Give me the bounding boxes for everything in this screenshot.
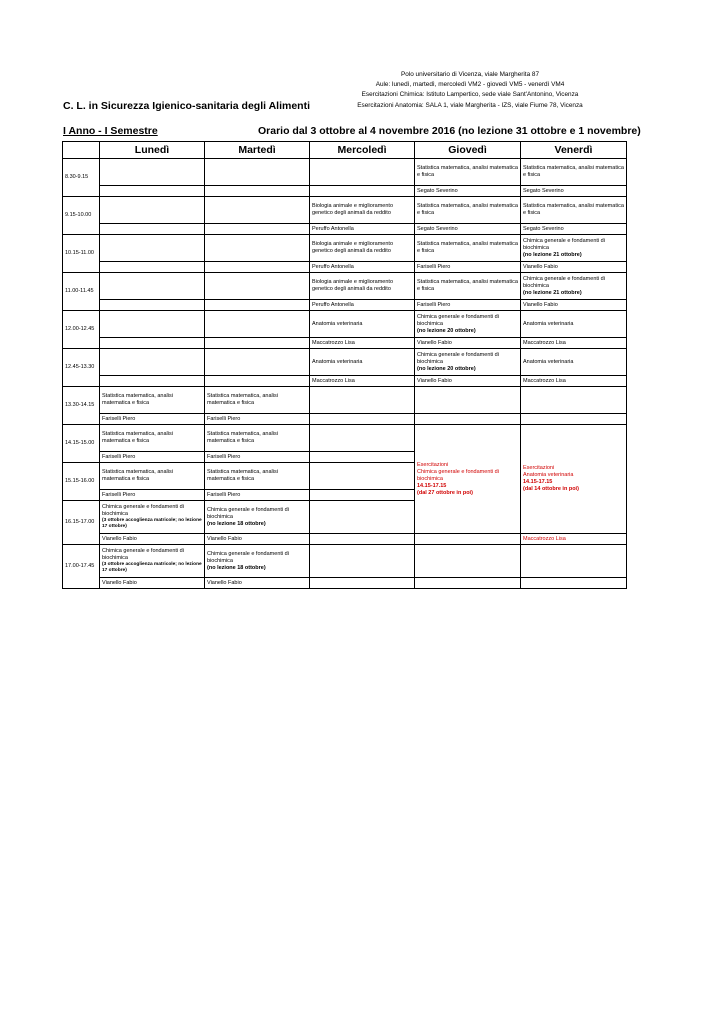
lesson-teacher: Maccatrozzo Lisa — [521, 534, 627, 545]
table-row — [63, 425, 627, 452]
lesson-subject: Statistica matematica, analisi matematica e fisica — [415, 235, 521, 262]
table-row — [63, 159, 627, 186]
lesson-subject: Biologia animale e miglioramento genetico degli animali da reddito — [310, 235, 415, 262]
time-slot: 10.15-11.00 — [63, 235, 100, 273]
table-row — [63, 414, 627, 425]
cell — [100, 300, 205, 311]
lesson-subject: Chimica generale e fondamenti di biochimica — [417, 351, 499, 365]
cell — [205, 311, 310, 338]
lesson-teacher: Maccatrozzo Lisa — [310, 338, 415, 349]
table-row — [63, 349, 627, 376]
time-slot: 8.30-9.15 — [63, 159, 100, 197]
lesson-teacher: Segato Severino — [415, 186, 521, 197]
cell — [310, 501, 415, 534]
lesson-subject: Statistica matematica, analisi matematica e fisica — [521, 159, 627, 186]
cell — [100, 273, 205, 300]
lesson-note: (3 ottobre accoglienza matricole; no lezione 17 ottobre) — [102, 518, 202, 529]
lesson-teacher: Fariselli Piero — [100, 490, 205, 501]
cell — [205, 186, 310, 197]
table-row — [63, 578, 627, 589]
lesson-teacher: Fariselli Piero — [415, 300, 521, 311]
exercise-anatomy — [521, 425, 627, 534]
time-slot: 16.15-17.00 — [63, 501, 100, 545]
cell — [100, 159, 205, 186]
cell — [100, 262, 205, 273]
day-header: Mercoledì — [310, 142, 415, 159]
exercise-label: Esercitazioni — [523, 465, 555, 471]
lesson-teacher: Maccatrozzo Lisa — [521, 338, 627, 349]
table-row — [63, 387, 627, 414]
lesson-subject: Statistica matematica, analisi matematica e fisica — [100, 425, 205, 452]
day-header: Lunedì — [100, 142, 205, 159]
lesson-teacher: Vianello Fabio — [205, 578, 310, 589]
lesson-subject: Chimica generale e fondamenti di biochimica — [207, 506, 289, 520]
table-row — [63, 273, 627, 300]
lesson-subject: Biologia animale e miglioramento genetico degli animali da reddito — [310, 197, 415, 224]
lesson-subject: Anatomia veterinaria — [521, 349, 627, 376]
lesson-teacher: Peruffo Antonella — [310, 300, 415, 311]
cell — [521, 545, 627, 578]
cell — [310, 490, 415, 501]
exercise-time: 14.15-17.15 — [523, 479, 553, 485]
lesson-teacher: Maccatrozzo Lisa — [521, 376, 627, 387]
day-header: Giovedì — [415, 142, 521, 159]
lesson-teacher: Vianello Fabio — [100, 534, 205, 545]
lesson-cell — [100, 501, 205, 534]
table-row — [63, 311, 627, 338]
time-slot: 12.00-12.45 — [63, 311, 100, 349]
cell — [100, 235, 205, 262]
lesson-note: (no lezione 18 ottobre) — [207, 564, 266, 571]
lesson-subject: Chimica generale e fondamenti di biochimica — [523, 237, 605, 251]
lesson-subject: Statistica matematica, analisi matematica e fisica — [205, 387, 310, 414]
lesson-subject: Chimica generale e fondamenti di biochimica — [102, 504, 184, 517]
cell — [100, 349, 205, 376]
time-slot: 17.00-17.45 — [63, 545, 100, 589]
cell — [521, 414, 627, 425]
cell — [205, 338, 310, 349]
year-semester: I Anno - I Semestre — [63, 125, 158, 137]
cell — [521, 387, 627, 414]
header-line: Polo universitario di Vicenza, viale Margherita 87 — [400, 71, 540, 78]
lesson-teacher: Fariselli Piero — [100, 414, 205, 425]
lesson-teacher: Vianello Fabio — [100, 578, 205, 589]
cell — [310, 534, 415, 545]
cell — [100, 338, 205, 349]
lesson-teacher: Maccatrozzo Lisa — [310, 376, 415, 387]
lesson-teacher: Peruffo Antonella — [310, 262, 415, 273]
time-slot: 15.15-16.00 — [63, 463, 100, 501]
header-line: Aule: lunedì, martedì, mercoledì VM2 - giovedì VM5 - venerdì VM4 — [375, 81, 565, 89]
lesson-teacher: Vianello Fabio — [415, 376, 521, 387]
lesson-teacher: Fariselli Piero — [205, 490, 310, 501]
corner-cell — [63, 142, 100, 159]
cell — [205, 376, 310, 387]
cell — [205, 349, 310, 376]
lesson-teacher: Fariselli Piero — [100, 452, 205, 463]
lesson-teacher: Vianello Fabio — [521, 262, 627, 273]
course-title: C. L. in Sicurezza Igienico-sanitaria degli Alimenti — [63, 100, 310, 112]
cell — [415, 545, 521, 578]
day-header: Venerdì — [521, 142, 627, 159]
cell — [100, 186, 205, 197]
lesson-subject: Statistica matematica, analisi matematica e fisica — [205, 463, 310, 490]
cell — [310, 463, 415, 490]
time-slot: 11.00-11.45 — [63, 273, 100, 311]
lesson-teacher: Peruffo Antonella — [310, 224, 415, 235]
exercise-chemistry — [415, 425, 521, 534]
lesson-cell — [521, 273, 627, 300]
lesson-note: (3 ottobre accoglienza matricole; no lezione 17 ottobre) — [102, 562, 202, 573]
lesson-cell — [205, 545, 310, 578]
lesson-note: (no lezione 20 ottobre) — [417, 365, 476, 372]
exercise-label: Esercitazioni — [417, 461, 449, 468]
cell — [415, 534, 521, 545]
lesson-teacher: Vianello Fabio — [415, 338, 521, 349]
lesson-subject: Statistica matematica, analisi matematica e fisica — [415, 273, 521, 300]
lesson-subject: Statistica matematica, analisi matematica e fisica — [100, 463, 205, 490]
cell — [521, 578, 627, 589]
lesson-note: (no lezione 20 ottobre) — [417, 327, 476, 334]
lesson-subject: Statistica matematica, analisi matematica e fisica — [521, 197, 627, 224]
cell — [205, 300, 310, 311]
table-row — [63, 224, 627, 235]
exercise-start: (dal 14 ottobre in poi) — [523, 486, 579, 492]
lesson-subject: Chimica generale e fondamenti di biochimica — [417, 313, 499, 327]
table-row — [63, 300, 627, 311]
cell — [310, 425, 415, 452]
lesson-teacher: Fariselli Piero — [205, 452, 310, 463]
lesson-subject: Chimica generale e fondamenti di biochimica — [523, 275, 605, 289]
lesson-cell — [415, 311, 521, 338]
table-row — [63, 534, 627, 545]
lesson-subject: Anatomia veterinaria — [310, 349, 415, 376]
cell — [415, 414, 521, 425]
lesson-subject: Chimica generale e fondamenti di biochimica — [102, 548, 184, 561]
lesson-teacher: Segato Severino — [415, 224, 521, 235]
cell — [310, 414, 415, 425]
cell — [415, 578, 521, 589]
time-slot: 9.15-10.00 — [63, 197, 100, 235]
table-row — [63, 338, 627, 349]
lesson-subject: Statistica matematica, analisi matematica e fisica — [100, 387, 205, 414]
lesson-teacher: Fariselli Piero — [205, 414, 310, 425]
cell — [100, 311, 205, 338]
time-slot: 12.45-13.30 — [63, 349, 100, 387]
lesson-subject: Statistica matematica, analisi matematica e fisica — [205, 425, 310, 452]
table-row — [63, 262, 627, 273]
lesson-note: (no lezione 21 ottobre) — [523, 251, 582, 258]
lesson-cell — [521, 235, 627, 262]
cell — [100, 224, 205, 235]
exercise-subject: Anatomia veterinaria — [523, 472, 574, 478]
timetable — [62, 141, 627, 589]
header-line: Esercitazioni Anatomia: SALA 1, viale Margherita - IZS, viale Fiume 78, Vicenza — [357, 101, 583, 109]
lesson-teacher: Vianello Fabio — [521, 300, 627, 311]
cell — [205, 262, 310, 273]
lesson-cell — [100, 545, 205, 578]
lesson-subject: Statistica matematica, analisi matematica e fisica — [415, 197, 521, 224]
cell — [205, 197, 310, 224]
time-slot: 14.15-15.00 — [63, 425, 100, 463]
schedule-range: Orario dal 3 ottobre al 4 novembre 2016 (no lezione 31 ottobre e 1 novembre) — [258, 125, 641, 137]
time-slot: 13.30-14.15 — [63, 387, 100, 425]
day-header: Martedì — [205, 142, 310, 159]
lesson-subject: Anatomia veterinaria — [310, 311, 415, 338]
lesson-teacher: Segato Severino — [521, 224, 627, 235]
cell — [310, 578, 415, 589]
cell — [415, 387, 521, 414]
lesson-subject: Anatomia veterinaria — [521, 311, 627, 338]
day-header-row — [63, 142, 627, 159]
lesson-subject: Statistica matematica, analisi matematica e fisica — [415, 159, 521, 186]
exercise-start: (dal 27 ottobre in poi) — [417, 489, 473, 496]
cell — [205, 235, 310, 262]
cell — [205, 224, 310, 235]
table-row — [63, 186, 627, 197]
table-row — [63, 235, 627, 262]
exercise-time: 14.15-17.15 — [417, 482, 447, 489]
cell — [310, 186, 415, 197]
table-row — [63, 545, 627, 578]
lesson-subject: Chimica generale e fondamenti di biochimica — [207, 550, 289, 564]
lesson-teacher: Vianello Fabio — [205, 534, 310, 545]
cell — [100, 197, 205, 224]
table-row — [63, 197, 627, 224]
cell — [310, 387, 415, 414]
lesson-cell — [415, 349, 521, 376]
exercise-subject: Chimica generale e fondamenti di biochimica — [417, 468, 499, 482]
header-line: Esercitazioni Chimica: Istituto Lampertico, sede viale Sant'Antonino, Vicenza — [361, 91, 579, 99]
lesson-teacher: Fariselli Piero — [415, 262, 521, 273]
lesson-note: (no lezione 21 ottobre) — [523, 289, 582, 296]
lesson-cell — [205, 501, 310, 534]
table-row — [63, 376, 627, 387]
cell — [310, 159, 415, 186]
cell — [205, 159, 310, 186]
header-info — [330, 70, 610, 111]
lesson-subject: Biologia animale e miglioramento genetico degli animali da reddito — [310, 273, 415, 300]
cell — [310, 545, 415, 578]
cell — [100, 376, 205, 387]
cell — [205, 273, 310, 300]
lesson-teacher: Segato Severino — [521, 186, 627, 197]
cell — [310, 452, 415, 463]
lesson-note: (no lezione 18 ottobre) — [207, 520, 266, 527]
